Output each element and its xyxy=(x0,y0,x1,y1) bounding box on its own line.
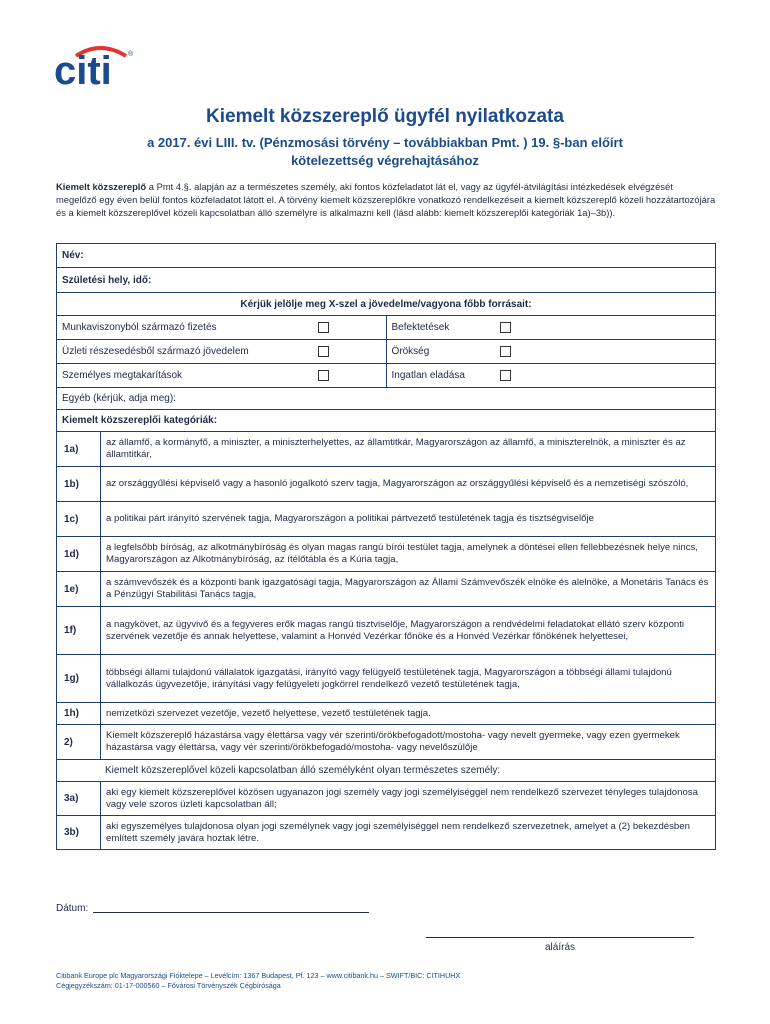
sources-header: Kérjük jelölje meg X-szel a jövedelme/vagyona főbb forrásait: xyxy=(57,293,715,316)
checkbox-real-estate[interactable] xyxy=(500,370,511,381)
checkbox-business-share[interactable] xyxy=(318,346,329,357)
source-cell: Személyes megtakarítások xyxy=(57,364,386,387)
sources-row xyxy=(57,340,715,364)
intro-lead: Kiemelt közszereplő xyxy=(56,181,147,192)
category-row: 1e) a számvevőszék és a központi bank igazgatósági tagja, Magyarországon az Állami Számvevőszék elnöke és alelnöke, a Monetáris Tanács és a Pénzügyi Stabilitási Tanács tagja, xyxy=(57,572,715,607)
category-row: 1g) többségi állami tulajdonú vállalatok igazgatási, irányító vagy felügyelő testületének tagja, Magyarországon a többségi állami tulajdonú vállalkozás ügyvezetője, irányítási vagy felügyeleti jogkörrel rendelkező vezető testületének tagja, xyxy=(57,655,715,703)
date-label: Dátum: xyxy=(56,903,89,914)
signature-line[interactable] xyxy=(426,937,694,938)
svg-text:®: ® xyxy=(128,51,134,58)
document-title: Kiemelt közszereplő ügyfél nyilatkozata xyxy=(206,106,564,127)
svg-text:citi: citi xyxy=(54,49,112,88)
checkbox-salary[interactable] xyxy=(318,322,329,333)
category-row: 2) Kiemelt közszereplő házastársa vagy élettársa vagy vér szerinti/örökbefogadott/mostoha- vagy nevelt gyermeke, vagy ezen gyermekek házastársa vagy élettársa, vagy vér szerinti/örökbefogadó/mostoha- vagy nevelőszülője xyxy=(57,725,715,760)
source-cell: Befektetések xyxy=(386,316,716,339)
category-row: 1b) az országgyűlési képviselő vagy a hasonló jogalkotó szerv tagja, Magyarországon az országgyűlési képviselő és a nemzetiségi szószóló, xyxy=(57,467,715,502)
other-field[interactable] xyxy=(57,388,715,410)
intro-paragraph xyxy=(56,180,716,219)
declaration-form xyxy=(56,243,716,850)
birth-label: Születési hely, idő: xyxy=(62,274,152,286)
category-row: 1c) a politikai párt irányító szervének tagja, Magyarországon a politikai pártvezető testületének tagja és tisztségviselője xyxy=(57,502,715,537)
relation-row: 3a) aki egy kiemelt közszereplővel közösen ugyanazon jogi személy vagy jogi személyiséggel nem rendelkező szervezet tényleges tulajdonosa vagy vele szoros üzleti kapcsolatban áll; xyxy=(57,782,715,816)
date-input-line[interactable] xyxy=(93,912,369,913)
name-field[interactable] xyxy=(57,244,715,268)
footer xyxy=(56,971,460,991)
categories-header: Kiemelt közszereplői kategóriák: xyxy=(57,410,715,432)
citi-logo xyxy=(54,42,138,88)
birth-field[interactable] xyxy=(57,268,715,293)
checkbox-savings[interactable] xyxy=(318,370,329,381)
checkbox-inheritance[interactable] xyxy=(500,346,511,357)
category-row: 1f) a nagykövet, az ügyvivő és a fegyveres erők magas rangú tisztviselője, Magyarországon a rendvédelmi feladatokat ellátó szerv központi szervének vezetője és annak helyettese, valamint a Honvéd Vezérkar főnöke és a Honvéd Vezérkar főnökének helyettesei, xyxy=(57,607,715,655)
sources-row xyxy=(57,364,715,388)
name-label: Név: xyxy=(62,250,84,261)
relation-row: 3b) aki egyszemélyes tulajdonosa olyan jogi személynek vagy jogi személyiséggel nem rendelkező szervezetnek, amelyet a (2) bekezdésben említett személy javára hoztak létre. xyxy=(57,816,715,850)
footer-line-1: Citibank Europe plc Magyarországi Fióktelepe – Levélcím: 1367 Budapest, Pf. 123 – www.citibank.hu – SWIFT/BIC: CITIHUHX xyxy=(56,971,461,980)
footer-line-2: Cégjegyzékszám: 01-17-000560 – Fővárosi Törvényszék Cégbírósága xyxy=(56,981,281,990)
checkbox-investments[interactable] xyxy=(500,322,511,333)
sources-row xyxy=(57,316,715,340)
close-relation-header: Kiemelt közszereplővel közeli kapcsolatban álló személyként olyan természetes személy: xyxy=(57,760,715,782)
document-subtitle: a 2017. évi LIII. tv. (Pénzmosási törvény – továbbiakban Pmt. ) 19. §-ban előírt kötelezettség végrehajtásához xyxy=(147,135,623,168)
category-row: 1d) a legfelsőbb bíróság, az alkotmánybíróság és olyan magas rangú bírói testület tagja, amelynek a döntései ellen fellebbezésnek helye nincs, Magyarországon az Alkotmánybíróság, az ítélőtábla és a Kúria tagja, xyxy=(57,537,715,572)
source-cell: Örökség xyxy=(386,340,716,363)
signature-label: aláírás xyxy=(544,942,575,953)
category-row: 1a) az államfő, a kormányfő, a miniszter, a miniszterhelyettes, az államtitkár, Magyarországon az államfő, a miniszterelnök, a miniszter és az államtitkár, xyxy=(57,432,715,467)
source-cell: Üzleti részesedésből származó jövedelem xyxy=(57,340,386,363)
intro-text: a Pmt 4.§. alapján az a természetes személy, aki fontos közfeladatot lát el, vagy az ügyfél-átvilágítási intézkedések elvégzését megelőző egy éven belül fontos közfeladatot látott el. A törvény kiemelt közszereplőkre vonatkozó rendelkezéseit a kiemelt közszereplő közeli hozzátartozójára és a kiemelt közszereplővel közeli kapcsolatban álló személyre is alkalmazni kell (lásd alább: kiemelt közszereplői kategóriák 1a)–3b)). xyxy=(56,181,716,218)
category-row: 1h) nemzetközi szervezet vezetője, vezető helyettese, vezető testületének tagja. xyxy=(57,703,715,725)
source-cell: Ingatlan eladása xyxy=(386,364,716,387)
other-label: Egyéb (kérjük, adja meg): xyxy=(62,393,176,404)
source-cell: Munkaviszonyból származó fizetés xyxy=(57,316,386,339)
